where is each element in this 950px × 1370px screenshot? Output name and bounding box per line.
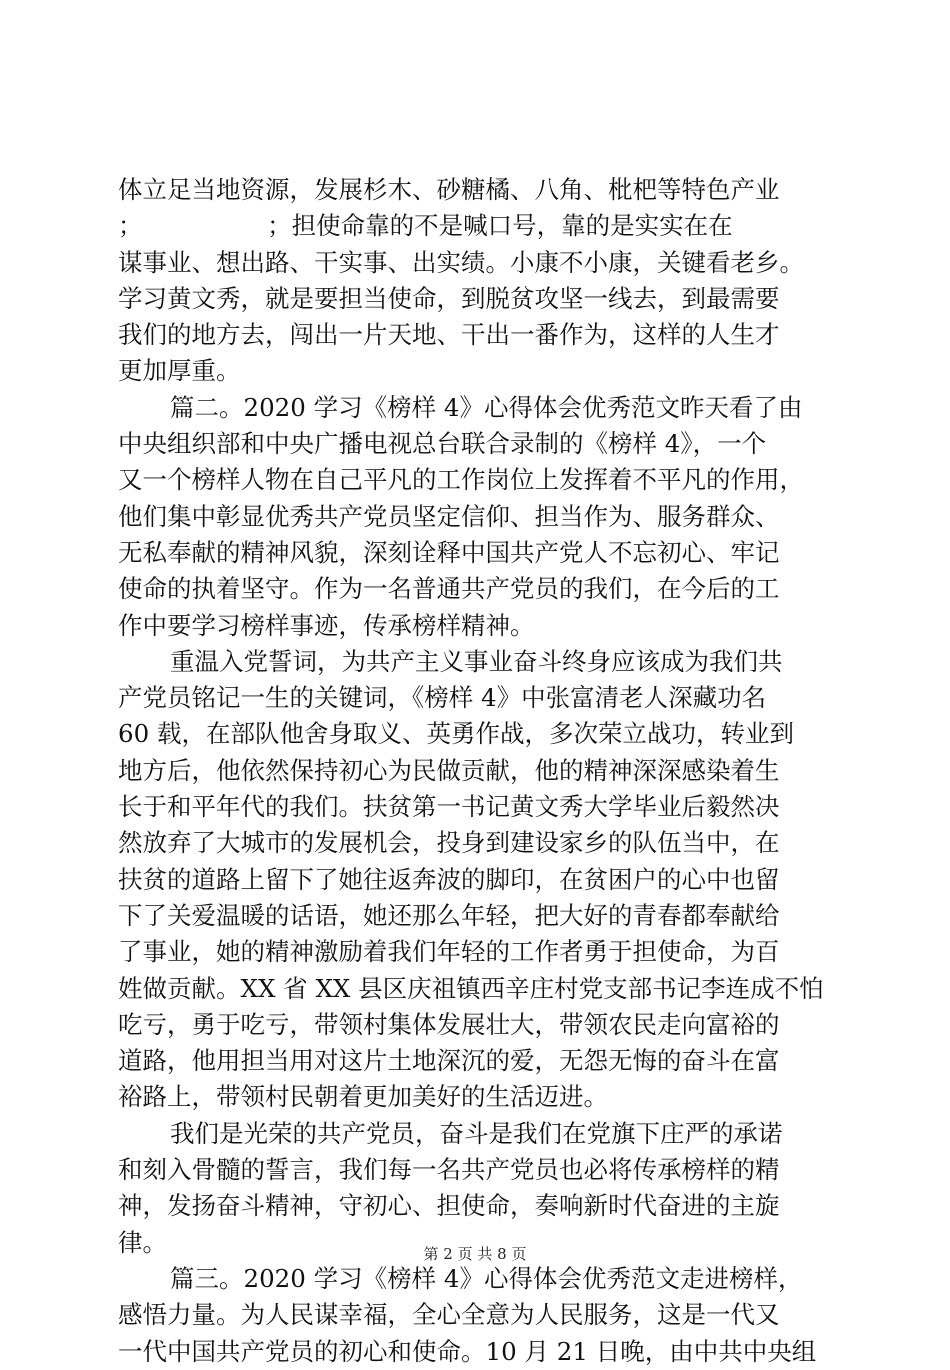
text-line: 无私奉献的精神风貌，深刻诠释中国共产党人不忘初心、牢记 xyxy=(118,537,780,567)
text-line: 我们的地方去，闯出一片天地、干出一番作为，这样的人生才 xyxy=(118,320,780,350)
text-line: 下了关爱温暖的话语，她还那么年轻，把大好的青春都奉献给 xyxy=(118,900,780,930)
text-line: 神，发扬奋斗精神，守初心、担使命，奏响新时代奋进的主旋 xyxy=(118,1191,780,1221)
text-line: 更加厚重。 xyxy=(118,356,241,386)
document-body xyxy=(118,172,838,1370)
text-line: 姓做贡献。XX 省 XX 县区庆祖镇西辛庄村党支部书记李连成不怕 xyxy=(118,973,824,1003)
text-line: 我们是光荣的共产党员，奋斗是我们在党旗下庄严的承诺 xyxy=(170,1118,783,1148)
text-line: 了事业，她的精神激励着我们年轻的工作者勇于担使命，为百 xyxy=(118,937,780,967)
text-line: 一代中国共产党员的初心和使命。10 月 21 日晚，由中共中央组 xyxy=(118,1336,817,1366)
text-line: 地方后，他依然保持初心为民做贡献，他的精神深深感染着生 xyxy=(118,755,780,785)
text-line: 他们集中彰显优秀共产党员坚定信仰、担当作为、服务群众、 xyxy=(118,501,780,531)
text-line: ； ；担使命靠的不是喊口号，靠的是实实在在 xyxy=(118,211,733,241)
text-line: 扶贫的道路上留下了她往返奔波的脚印，在贫困户的心中也留 xyxy=(118,864,780,894)
text-line: 使命的执着坚守。作为一名普通共产党员的我们，在今后的工 xyxy=(118,574,780,604)
text-line: 和刻入骨髓的誓言，我们每一名共产党员也必将传承榜样的精 xyxy=(118,1155,780,1185)
text-line: 产党员铭记一生的关键词，《榜样 4》中张富清老人深藏功名 xyxy=(118,683,767,713)
text-line: 学习黄文秀，就是要担当使命，到脱贫攻坚一线去，到最需要 xyxy=(118,283,780,313)
text-line: 体立足当地资源，发展杉木、砂糖橘、八角、枇杷等特色产业 xyxy=(118,175,780,204)
text-line: 长于和平年代的我们。扶贫第一书记黄文秀大学毕业后毅然决 xyxy=(118,792,780,822)
text-line: 作中要学习榜样事迹，传承榜样精神。 xyxy=(118,610,535,640)
text-line: 吃亏，勇于吃亏，带领村集体发展壮大，带领农民走向富裕的 xyxy=(118,1009,780,1039)
text-line: 谋事业、想出路、干实事、出实绩。小康不小康，关键看老乡。 xyxy=(118,247,804,277)
text-line: 又一个榜样人物在自己平凡的工作岗位上发挥着不平凡的作用， xyxy=(118,465,804,495)
text-line: 60 载，在部队他舍身取义、英勇作战，多次荣立战功，转业到 xyxy=(118,719,794,749)
text-line: 道路，他用担当用对这片土地深沉的爱，无怨无悔的奋斗在富 xyxy=(118,1046,780,1076)
text-line: 律。 xyxy=(118,1227,167,1257)
text-line: 然放弃了大城市的发展机会，投身到建设家乡的队伍当中，在 xyxy=(118,828,780,858)
text-line: 重温入党誓词，为共产主义事业奋斗终身应该成为我们共 xyxy=(170,646,783,676)
text-line: 感悟力量。为人民谋幸福，全心全意为人民服务，这是一代又 xyxy=(118,1300,780,1330)
page-number-footer: 第 2 页 共 8 页 xyxy=(423,1245,527,1263)
text-line: 篇三。2020 学习《榜样 4》心得体会优秀范文走进榜样， xyxy=(170,1263,803,1293)
text-line: 中央组织部和中央广播电视总台联合录制的《榜样 4》，一个 xyxy=(118,429,767,459)
text-line: 篇二。2020 学习《榜样 4》心得体会优秀范文昨天看了由 xyxy=(170,392,803,422)
text-line: 裕路上，带领村民朝着更加美好的生活迈进。 xyxy=(118,1082,608,1112)
